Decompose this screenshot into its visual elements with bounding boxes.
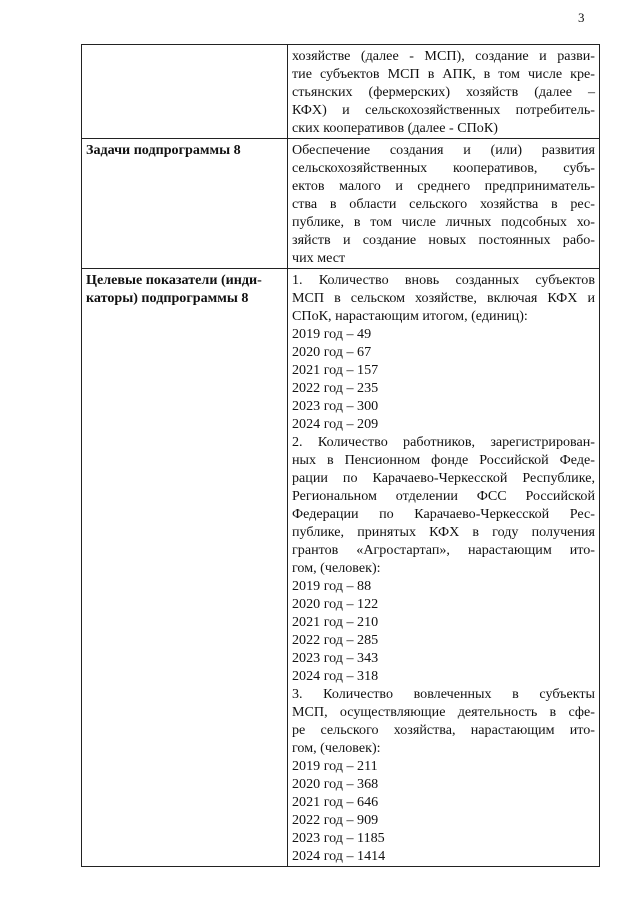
content-line: зяйств и создание новых постоянных рабо-	[292, 232, 595, 248]
content-line: 2024 год – 1414	[292, 848, 386, 864]
content-line: 2021 год – 157	[292, 362, 379, 378]
content-line: 2022 год – 235	[292, 380, 379, 396]
content-line: МСП в сельском хозяйстве, включая КФХ и	[292, 290, 595, 306]
content-line: 2019 год – 211	[292, 758, 378, 774]
content-line: 2022 год – 285	[292, 632, 379, 648]
row-label	[82, 45, 288, 139]
table-row	[82, 269, 600, 867]
content-line: рации по Карачаево-Черкесской Республике,	[292, 470, 595, 486]
label-line: каторы) подпрограммы 8	[86, 290, 249, 306]
content-line: 2024 год – 209	[292, 416, 379, 432]
content-line: СПоК, нарастающим итогом, (единиц):	[292, 308, 528, 324]
content-line: МСП, осуществляющие деятельность в сфе-	[292, 704, 595, 720]
label-line: Целевые показатели (инди-	[86, 272, 262, 288]
page-number: 3	[578, 10, 585, 25]
content-line: тие субъектов МСП в АПК, в том числе кре-	[292, 66, 595, 82]
content-line: 2021 год – 210	[292, 614, 379, 630]
content-line: 2024 год – 318	[292, 668, 379, 684]
content-line: ных в Пенсионном фонде Российской Феде-	[292, 452, 595, 468]
row-label	[82, 269, 288, 867]
content-line: ства в области сельского хозяйства в рес-	[292, 196, 595, 212]
row-content	[288, 45, 600, 139]
content-line: гом, (человек):	[292, 560, 381, 576]
content-line: 2022 год – 909	[292, 812, 379, 828]
content-line: 2021 год – 646	[292, 794, 379, 810]
content-line: сельскохозяйственных кооперативов, субъ-	[292, 160, 595, 176]
content-line: хозяйстве (далее - МСП), создание и разви-	[292, 48, 595, 64]
content-line: 2020 год – 368	[292, 776, 379, 792]
content-line: Федерации по Карачаево-Черкесской Рес-	[292, 506, 595, 522]
table-row	[82, 139, 600, 269]
content-line: 2020 год – 122	[292, 596, 379, 612]
content-line: 2. Количество работников, зарегистрирован-	[292, 434, 595, 450]
content-line: гом, (человек):	[292, 740, 381, 756]
content-line: 2019 год – 49	[292, 326, 372, 342]
content-line: ектов малого и среднего предприниматель-	[292, 178, 595, 194]
content-line: ре сельского хозяйства, нарастающим ито-	[292, 722, 595, 738]
content-line: 2019 год – 88	[292, 578, 372, 594]
content-line: 2023 год – 1185	[292, 830, 385, 846]
subprogram-table	[81, 44, 600, 867]
content-line: стьянских (фермерских) хозяйств (далее –	[292, 84, 595, 100]
content-line: 2023 год – 300	[292, 398, 379, 414]
content-line: КФХ) и сельскохозяйственных потребитель-	[292, 102, 595, 118]
content-line: чих мест	[292, 250, 346, 266]
content-line: 1. Количество вновь созданных субъектов	[292, 272, 595, 288]
table-row	[82, 45, 600, 139]
content-line: грантов «Агростартап», нарастающим ито-	[292, 542, 595, 558]
row-label: Задачи подпрограммы 8	[82, 139, 288, 269]
content-line: 2020 год – 67	[292, 344, 372, 360]
content-line: 3. Количество вовлеченных в субъекты	[292, 686, 595, 702]
content-line: ских кооперативов (далее - СПоК)	[292, 120, 498, 136]
row-content	[288, 139, 600, 269]
content-line: Обеспечение создания и (или) развития	[292, 142, 595, 158]
row-content	[288, 269, 600, 867]
content-line: 2023 год – 343	[292, 650, 379, 666]
content-line: публике, принятых КФХ в году получения	[292, 524, 595, 540]
content-line: Региональном отделении ФСС Российской	[292, 488, 595, 504]
content-line: публике, в том числе личных подсобных хо-	[292, 214, 595, 230]
